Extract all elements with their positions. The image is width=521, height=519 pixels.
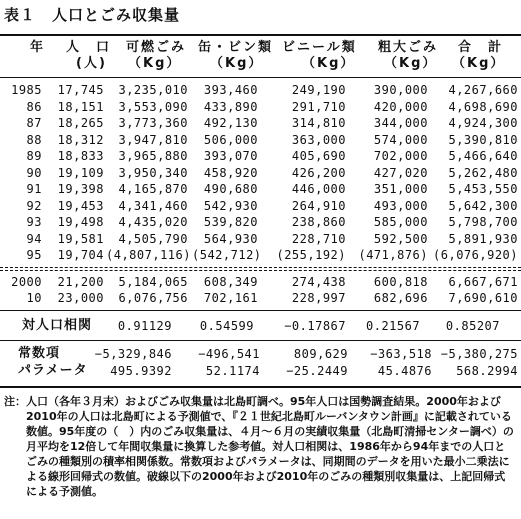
forecast-rule (0, 310, 521, 311)
parameter-total: 568.2994 (456, 364, 518, 378)
unit-burn: （Kg） (128, 56, 182, 71)
cell-year: 89 (26, 149, 42, 163)
cell-burnable: 4,341,460 (118, 198, 188, 213)
cell-burnable: 4,165,870 (118, 182, 188, 196)
table-row (0, 82, 521, 98)
cell-total: (6,076,920) (433, 248, 518, 262)
cell-population: 18,151 (57, 99, 104, 114)
col-header-total: 合 計 (458, 40, 504, 55)
cell-total: 4,698,690 (448, 99, 518, 114)
constant-total: −5,380,275 (440, 347, 518, 361)
cell-burnable: 3,235,010 (118, 83, 188, 97)
cell-total: 7,690,610 (448, 291, 518, 305)
cell-burnable: 6,076,756 (118, 291, 188, 305)
cell-total: 6,667,671 (448, 275, 518, 289)
cell-year: 2000 (11, 275, 42, 289)
cell-cans-bottles: 393,460 (203, 83, 258, 97)
cell-bulky: 574,000 (373, 132, 428, 147)
cell-vinyl: (255,192) (276, 248, 346, 262)
cell-vinyl: 249,190 (291, 83, 346, 97)
table-row (0, 115, 521, 131)
cell-total: 5,798,700 (448, 215, 518, 229)
cell-burnable: 5,184,065 (118, 275, 188, 289)
correlation-vinyl: −0.17867 (284, 319, 346, 333)
forecast-row (0, 274, 521, 290)
cell-vinyl: 314,810 (291, 116, 346, 130)
col-header-can: 缶・ビン類 (198, 40, 274, 55)
forecast-row (0, 290, 521, 306)
cell-population: 19,453 (57, 198, 104, 213)
cell-cans-bottles: 539,820 (203, 215, 258, 229)
constant-bulky: −363,518 (370, 347, 432, 361)
dashed-rule (0, 267, 521, 268)
parameter-bulky: 45.4876 (377, 364, 432, 378)
cell-burnable: 3,947,810 (118, 132, 188, 147)
bottom-rule (0, 386, 521, 388)
cell-bulky: 420,000 (373, 99, 428, 114)
cell-population: 18,265 (57, 116, 104, 130)
col-header-burn: 可燃ごみ (126, 40, 187, 55)
cell-burnable: 3,965,880 (118, 149, 188, 163)
cell-year: 86 (26, 99, 42, 114)
unit-total: （Kg） (452, 56, 506, 71)
table-row (0, 214, 521, 230)
cell-year: 93 (26, 215, 42, 229)
correlation-bulky: 0.21567 (366, 319, 421, 333)
cell-bulky: 427,020 (373, 165, 428, 180)
parameter-row (0, 363, 521, 379)
unit-pop: (人) (76, 56, 107, 71)
cell-total: 5,891,930 (448, 231, 518, 246)
cell-cans-bottles: 492,130 (203, 116, 258, 130)
cell-year: 87 (26, 116, 42, 130)
cell-burnable: 3,950,340 (118, 165, 188, 180)
cell-cans-bottles: 702,161 (203, 291, 258, 305)
cell-year: 10 (26, 291, 42, 305)
cell-population: 19,398 (57, 182, 104, 196)
cell-cans-bottles: 393,070 (203, 149, 258, 163)
cell-population: 18,833 (57, 149, 104, 163)
parameter-label: パラメータ (18, 363, 88, 378)
correlation-label: 対人口相関 (22, 318, 93, 333)
parameter-vinyl: −25.2449 (286, 364, 348, 378)
header-row (0, 40, 521, 56)
header-rule (0, 77, 521, 78)
footnote-label: 注： (4, 395, 26, 408)
cell-cans-bottles: 458,920 (203, 165, 258, 180)
cell-total: 5,453,550 (448, 182, 518, 196)
cell-population: 21,200 (57, 275, 104, 289)
unit-bulky: （Kg） (384, 56, 438, 71)
cell-bulky: 600,818 (373, 275, 428, 289)
footnote-text: 人口（各年３月末）およびごみ収集量は北島町調べ。95年人口は国勢調査結果。2000年および2010年の人口は北島町による予測値で、『２１世紀北島町ルーバンタウン計画』に記載されている数値。95年度の（ ）内のごみ収集量は、４月～６月の実績収集量（北島町清掃センター調べ）の月平均を12倍して年間収集量に換算した参考値。対人口相関は、1986年から94年までの人口とごみの種類別の積率相関係数。常数項およびパラメータは、同期間のデータを用いた最小二乗法による線形回帰式の数値。破線以下の2000年および2010年のごみの種類別収集量は、上記回帰式による予測値。 (26, 395, 514, 498)
cell-cans-bottles: 490,680 (203, 182, 258, 196)
cell-year: 95 (26, 248, 42, 262)
cell-total: 5,466,640 (448, 149, 518, 163)
cell-bulky: 702,000 (373, 149, 428, 163)
dashed-rule-2 (0, 270, 521, 271)
cell-population: 19,498 (57, 215, 104, 229)
cell-bulky: 344,000 (373, 116, 428, 130)
parameter-can: 52.1174 (205, 364, 260, 378)
cell-cans-bottles: 542,930 (203, 198, 258, 213)
cell-vinyl: 291,710 (291, 99, 346, 114)
cell-year: 92 (26, 198, 42, 213)
header-unit-row (0, 56, 521, 72)
cell-burnable: 3,553,090 (118, 99, 188, 114)
constant-label: 常数項 (18, 346, 61, 361)
table-row (0, 99, 521, 115)
cell-year: 90 (26, 165, 42, 180)
cell-cans-bottles: 506,000 (203, 132, 258, 147)
table-row (0, 132, 521, 148)
constant-vinyl: 809,629 (293, 347, 348, 361)
table-row (0, 181, 521, 197)
cell-vinyl: 228,997 (291, 291, 346, 305)
cell-year: 88 (26, 132, 42, 147)
cell-total: 4,267,660 (448, 83, 518, 97)
correlation-rule (0, 340, 521, 341)
cell-vinyl: 274,438 (291, 275, 346, 289)
cell-total: 5,390,810 (448, 132, 518, 147)
cell-burnable: 3,773,360 (118, 116, 188, 130)
cell-vinyl: 363,000 (291, 132, 346, 147)
cell-population: 19,109 (57, 165, 104, 180)
cell-bulky: 682,696 (373, 291, 428, 305)
cell-total: 4,924,300 (448, 116, 518, 130)
cell-bulky: 585,000 (373, 215, 428, 229)
cell-population: 18,312 (57, 132, 104, 147)
cell-population: 19,581 (57, 231, 104, 246)
col-header-year: 年 (30, 40, 46, 55)
cell-vinyl: 238,860 (291, 215, 346, 229)
constant-can: −496,541 (198, 347, 260, 361)
cell-vinyl: 446,000 (291, 182, 346, 196)
page-title: 表１ 人口とごみ収集量 (4, 6, 181, 24)
table-row (0, 198, 521, 214)
cell-population: 19,704 (57, 248, 104, 262)
cell-bulky: (471,876) (358, 248, 428, 262)
cell-burnable: 4,505,790 (118, 231, 188, 246)
cell-bulky: 351,000 (373, 182, 428, 196)
correlation-row (0, 318, 521, 334)
cell-bulky: 493,000 (373, 198, 428, 213)
cell-vinyl: 264,910 (291, 198, 346, 213)
constant-row (0, 346, 521, 362)
unit-vinyl: （Kg） (302, 56, 356, 71)
cell-bulky: 592,500 (373, 231, 428, 246)
cell-burnable: 4,435,020 (118, 215, 188, 229)
col-header-pop: 人 口 (66, 40, 112, 55)
constant-burn: −5,329,846 (94, 347, 172, 361)
cell-vinyl: 228,710 (291, 231, 346, 246)
cell-year: 91 (26, 182, 42, 196)
cell-vinyl: 426,200 (291, 165, 346, 180)
col-header-vinyl: ビニール類 (282, 40, 357, 55)
cell-year: 1985 (11, 83, 42, 97)
unit-can: （Kg） (210, 56, 264, 71)
cell-year: 94 (26, 231, 42, 246)
cell-population: 23,000 (57, 291, 104, 305)
table-row (0, 165, 521, 181)
cell-cans-bottles: (542,712) (192, 248, 262, 262)
cell-cans-bottles: 608,349 (203, 275, 258, 289)
cell-bulky: 390,000 (373, 83, 428, 97)
table-row (0, 247, 521, 263)
cell-cans-bottles: 564,930 (203, 231, 258, 246)
cell-population: 17,745 (57, 83, 104, 97)
cell-cans-bottles: 433,890 (203, 99, 258, 114)
parameter-burn: 495.9392 (110, 364, 172, 378)
correlation-total: 0.85207 (445, 319, 500, 333)
cell-total: 5,262,480 (448, 165, 518, 180)
table-row (0, 231, 521, 247)
cell-total: 5,642,300 (448, 198, 518, 213)
table-row (0, 148, 521, 164)
correlation-burn: 0.91129 (117, 319, 172, 333)
cell-vinyl: 405,690 (291, 149, 346, 163)
top-rule (0, 34, 521, 36)
cell-burnable: (4,807,116) (106, 248, 191, 262)
col-header-bulky: 粗大ごみ (378, 40, 439, 55)
correlation-can: 0.54599 (199, 319, 254, 333)
